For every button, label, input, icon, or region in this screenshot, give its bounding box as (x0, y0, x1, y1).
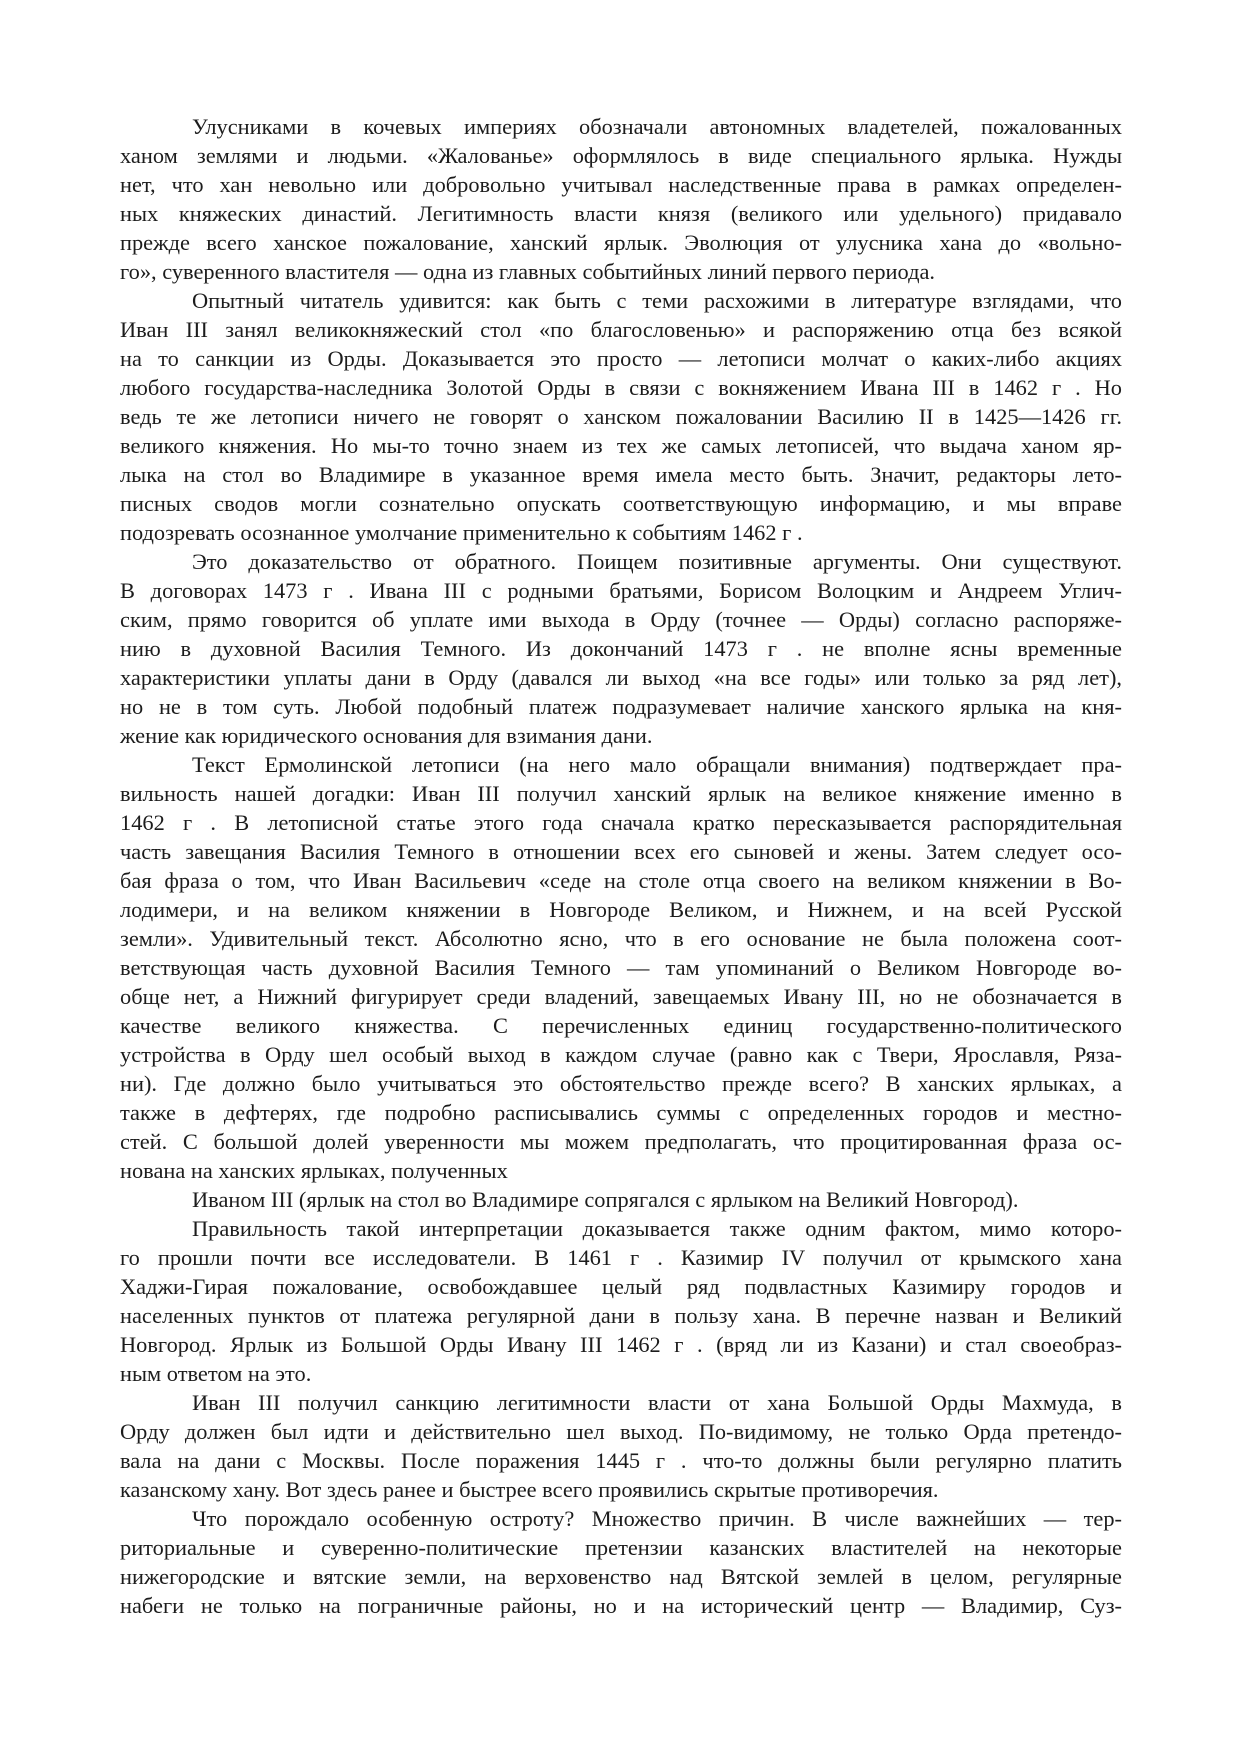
text-line: устройства в Орду шел особый выход в каждом случае (равно как с Твери, Ярославля, Ряза- (120, 1042, 1122, 1067)
paragraph (120, 1185, 1122, 1214)
text-line: ветствующая часть духовной Василия Темного — там упоминаний о Великом Новгороде во- (120, 955, 1122, 980)
text-line: лодимери, и на великом княжении в Новгороде Великом, и Нижнем, и на всей Русской (120, 897, 1122, 922)
paragraph (120, 1388, 1122, 1504)
text-line: риториальные и суверенно-политические претензии казанских властителей на некоторые (120, 1535, 1122, 1560)
paragraph (120, 547, 1122, 750)
text-line: земли». Удивительный текст. Абсолютно ясно, что в его основание не была положена соот- (120, 926, 1122, 951)
text-line: Улусниками в кочевых империях обозначали автономных владетелей, пожалованных (192, 114, 1122, 139)
text-line: вильность нашей догадки: Иван III получил ханский ярлык на великое княжение именно в (120, 781, 1122, 806)
text-line: любого государства-наследника Золотой Орды в связи с вокняжением Ивана III в 1462 г . Но (120, 375, 1122, 400)
text-line: В договорах 1473 г . Ивана III с родными братьями, Борисом Волоцким и Андреем Углич- (120, 578, 1122, 603)
document-page (120, 112, 1122, 1620)
text-line: бая фраза о том, что Иван Васильевич «седе на столе отца своего на великом княжении в Во- (120, 868, 1122, 893)
text-line: вала на дани с Москвы. После поражения 1445 г . что-то должны были регулярно платить (120, 1448, 1122, 1473)
paragraph (120, 286, 1122, 547)
text-line: качестве великого княжества. С перечисленных единиц государственно-политического (120, 1013, 1122, 1038)
text-line: нижегородские и вятские земли, на верховенство над Вятской землей в целом, регулярные (120, 1564, 1122, 1589)
text-line: Иван III получил санкцию легитимности власти от хана Большой Орды Махмуда, в (192, 1390, 1122, 1415)
text-line: Иваном III (ярлык на стол во Владимире сопрягался с ярлыком на Великий Новгород). (192, 1187, 1019, 1212)
text-line: лыка на стол во Владимире в указанное время имела место быть. Значит, редакторы лето- (120, 462, 1122, 487)
text-line: набеги не только на пограничные районы, но и на исторический центр — Владимир, Суз- (120, 1593, 1122, 1618)
text-line: ни). Где должно было учитываться это обстоятельство прежде всего? В ханских ярлыках, а (120, 1071, 1122, 1096)
text-line: ским, прямо говорится об уплате ими выхода в Орду (точнее — Орды) согласно распоряже- (120, 607, 1122, 632)
text-line: на то санкции из Орды. Доказывается это просто — летописи молчат о каких-либо акциях (120, 346, 1122, 371)
text-line: писных сводов могли сознательно опускать соответствующую информацию, и мы вправе (120, 491, 1122, 516)
text-line: го прошли почти все исследователи. В 1461 г . Казимир IV получил от крымского хана (120, 1245, 1122, 1270)
text-line: жение как юридического основания для взимания дани. (120, 723, 653, 748)
text-line: населенных пунктов от платежа регулярной дани в пользу хана. В перечне назван и Великий (120, 1303, 1122, 1328)
text-line: Новгород. Ярлык из Большой Орды Ивану III 1462 г . (вряд ли из Казани) и стал своеобраз- (120, 1332, 1122, 1357)
text-line: Хаджи-Гирая пожалование, освобождавшее целый ряд подвластных Казимиру городов и (120, 1274, 1122, 1299)
paragraph (120, 750, 1122, 1185)
text-line: часть завещания Василия Темного в отношении всех его сыновей и жены. Затем следует осо- (120, 839, 1122, 864)
text-line: казанскому хану. Вот здесь ранее и быстрее всего проявились скрытые противоречия. (120, 1477, 939, 1502)
text-line: но не в том суть. Любой подобный платеж подразумевает наличие ханского ярлыка на кня- (120, 694, 1122, 719)
text-line: Текст Ермолинской летописи (на него мало обращали внимания) подтверждает пра- (192, 752, 1122, 777)
text-line: Это доказательство от обратного. Поищем позитивные аргументы. Они существуют. (192, 549, 1122, 574)
text-line: Правильность такой интерпретации доказывается также одним фактом, мимо которо- (192, 1216, 1122, 1241)
text-line: ведь те же летописи ничего не говорят о ханском пожаловании Василию II в 1425—1426 гг. (120, 404, 1122, 429)
text-line: Иван III занял великокняжеский стол «по благословенью» и распоряжению отца без всякой (120, 317, 1122, 342)
text-line: ных княжеских династий. Легитимность власти князя (великого или удельного) придавало (120, 201, 1122, 226)
text-line: Опытный читатель удивится: как быть с теми расхожими в литературе взглядами, что (192, 288, 1122, 313)
text-line: го», суверенного властителя — одна из главных событийных линий первого периода. (120, 259, 936, 284)
text-line: ханом землями и людьми. «Жалованье» оформлялось в виде специального ярлыка. Нужды (120, 143, 1122, 168)
text-line: также в дефтерях, где подробно расписывались суммы с определенных городов и местно- (120, 1100, 1122, 1125)
paragraph (120, 1504, 1122, 1620)
text-line: Орду должен был идти и действительно шел выход. По-видимому, не только Орда претендо- (120, 1419, 1122, 1444)
text-line: Что порождало особенную остроту? Множество причин. В числе важнейших — тер- (192, 1506, 1122, 1531)
text-line: стей. С большой долей уверенности мы можем предполагать, что процитированная фраза ос- (120, 1129, 1122, 1154)
paragraph (120, 1214, 1122, 1388)
text-line: 1462 г . В летописной статье этого года сначала кратко пересказывается распорядительная (120, 810, 1122, 835)
text-line: обще нет, а Нижний фигурирует среди владений, завещаемых Ивану III, но не обозначается в (120, 984, 1122, 1009)
text-line: великого княжения. Но мы-то точно знаем из тех же самых летописей, что выдача ханом яр- (120, 433, 1122, 458)
text-line: нию в духовной Василия Темного. Из докончаний 1473 г . не вполне ясны временные (120, 636, 1122, 661)
text-line: прежде всего ханское пожалование, ханский ярлык. Эволюция от улусника хана до «вольно- (120, 230, 1122, 255)
text-line: характеристики уплаты дани в Орду (давался ли выход «на все годы» или только за ряд лет), (120, 665, 1122, 690)
paragraph (120, 112, 1122, 286)
text-line: нована на ханских ярлыках, полученных (120, 1158, 508, 1183)
text-line: подозревать осознанное умолчание применительно к событиям 1462 г . (120, 520, 803, 545)
text-line: ным ответом на это. (120, 1361, 312, 1386)
text-line: нет, что хан невольно или добровольно учитывал наследственные права в рамках определен- (120, 172, 1122, 197)
